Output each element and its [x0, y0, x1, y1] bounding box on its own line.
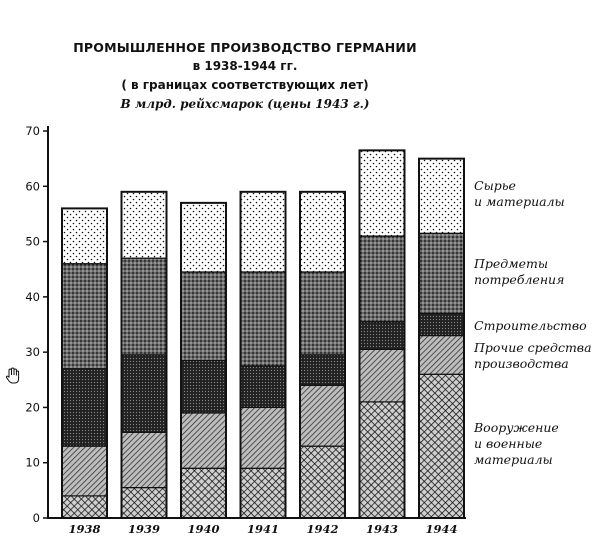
bar-segment-construction-1941: [241, 366, 286, 407]
bar-segment-raw-1942: [300, 192, 345, 272]
bar-segment-construction-1938: [62, 369, 107, 446]
bar-segment-other-1939: [122, 432, 167, 487]
bar-segment-raw-1938: [62, 208, 107, 263]
x-tick-label: 1938: [68, 522, 101, 536]
bars-layer: [62, 150, 464, 518]
bar-segment-consumer-1944: [419, 233, 464, 313]
bar-segment-raw-1939: [122, 192, 167, 258]
bar-segment-consumer-1942: [300, 272, 345, 355]
y-tick-label: 40: [25, 289, 40, 304]
y-tick-label: 30: [25, 345, 40, 360]
bar-segment-construction-1943: [360, 322, 405, 350]
bar-segment-consumer-1939: [122, 258, 167, 355]
bar-segment-arms-1942: [300, 446, 345, 518]
legend-other-production: Прочие средства производства: [474, 340, 592, 371]
bar-segment-arms-1938: [62, 496, 107, 518]
chart-title: ПРОМЫШЛЕННОЕ ПРОИЗВОДСТВО ГЕРМАНИИ: [73, 40, 417, 55]
x-tick-label: 1942: [306, 522, 339, 536]
bar-segment-consumer-1938: [62, 264, 107, 369]
y-tick-label: 0: [32, 511, 40, 525]
bar-segment-raw-1943: [360, 150, 405, 236]
bar-segment-construction-1942: [300, 355, 345, 385]
x-tick-label: 1939: [127, 522, 161, 536]
bar-segment-raw-1940: [181, 203, 226, 272]
y-tick-label: 70: [25, 124, 40, 138]
bar-segment-construction-1944: [419, 313, 464, 335]
y-tick-label: 10: [25, 455, 40, 470]
y-tick-label: 50: [25, 234, 40, 249]
bar-segment-arms-1944: [419, 374, 464, 518]
legend-consumer-goods: Предметы потребления: [474, 256, 565, 287]
bar-segment-raw-1944: [419, 159, 464, 234]
y-tick-label: 20: [25, 400, 40, 415]
bar-segment-raw-1941: [241, 192, 286, 272]
bar-segment-arms-1939: [122, 488, 167, 518]
bar-segment-consumer-1943: [360, 236, 405, 322]
legend-armaments: Вооружение и военные материалы: [474, 420, 559, 467]
bar-segment-other-1940: [181, 413, 226, 468]
x-tick-label: 1943: [365, 522, 399, 536]
bar-segment-other-1938: [62, 446, 107, 496]
chart-borders-note: ( в границах соответствующих лет): [121, 78, 369, 92]
legend-construction: Строительство: [474, 318, 587, 333]
chart-title-block: [60, 38, 430, 114]
x-tick-label: 1941: [246, 522, 280, 536]
bar-segment-construction-1940: [181, 360, 226, 413]
bar-segment-other-1942: [300, 385, 345, 446]
chart-units: В млрд. рейхсмарок (цены 1943 г.): [120, 97, 370, 111]
chart-years: в 1938-1944 гг.: [192, 59, 298, 73]
x-tick-label: 1944: [425, 522, 458, 536]
bar-segment-construction-1939: [122, 355, 167, 432]
bar-segment-other-1944: [419, 336, 464, 375]
hand-pointer-icon: [3, 366, 23, 386]
bar-segment-arms-1943: [360, 402, 405, 518]
bar-segment-other-1943: [360, 349, 405, 402]
bar-segment-arms-1941: [241, 468, 286, 518]
x-tick-label: 1940: [187, 522, 220, 536]
bar-segment-consumer-1941: [241, 272, 286, 366]
bar-segment-consumer-1940: [181, 272, 226, 360]
bar-segment-arms-1940: [181, 468, 226, 518]
y-tick-label: 60: [25, 179, 40, 194]
legend-raw-materials: Сырье и материалы: [474, 178, 565, 209]
bar-segment-other-1941: [241, 407, 286, 468]
